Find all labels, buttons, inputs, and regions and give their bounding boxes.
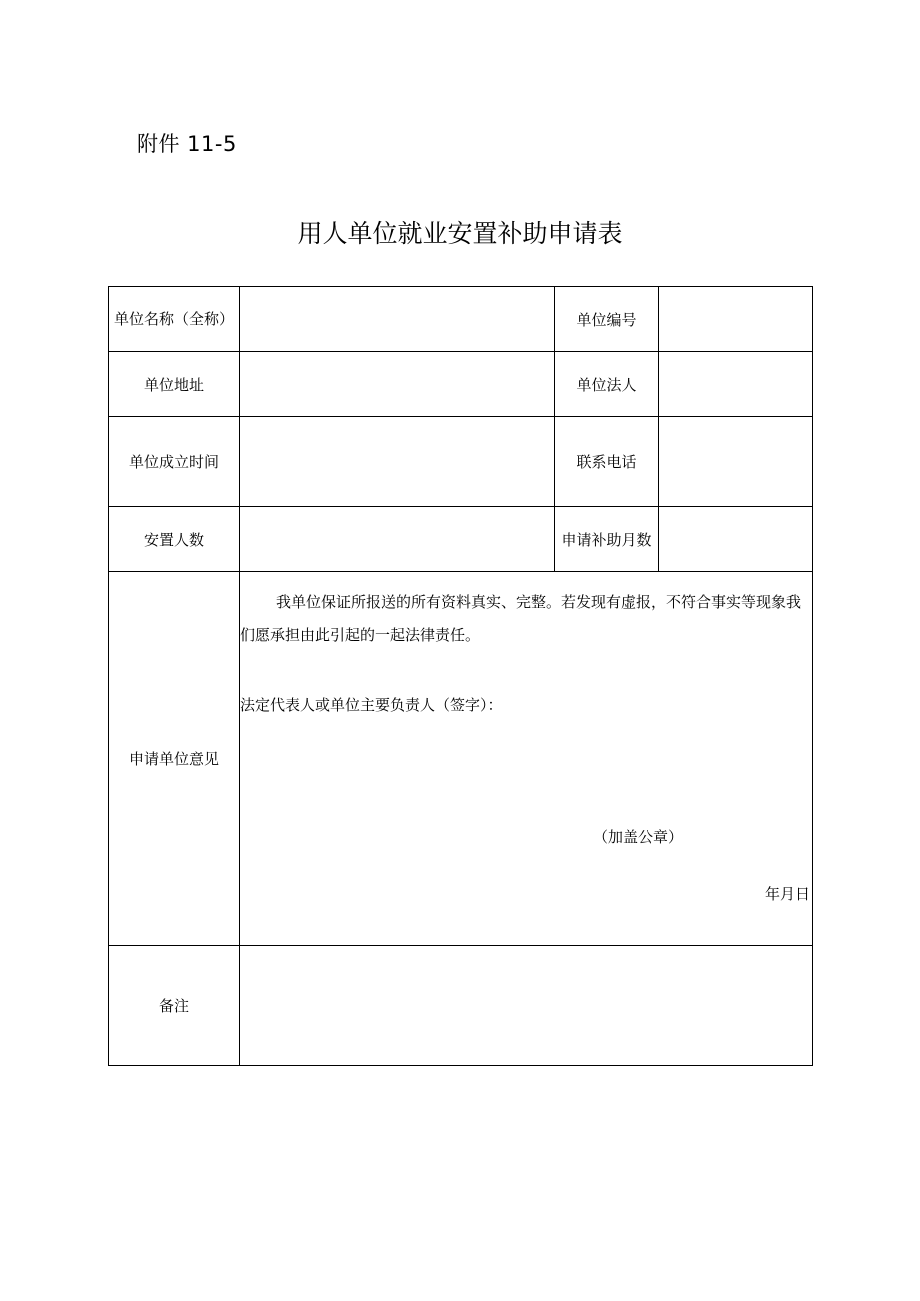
declaration-text: 我单位保证所报送的所有资料真实、完整。若发现有虚报，不符合事实等现象我们愿承担由此引起的一起法律责任。 bbox=[240, 593, 802, 644]
unit-number-field[interactable] bbox=[659, 287, 813, 352]
unit-legal-person-label: 单位法人 bbox=[555, 352, 659, 417]
form-title: 用人单位就业安置补助申请表 bbox=[297, 219, 623, 248]
unit-number-label: 单位编号 bbox=[555, 287, 659, 352]
row-opinion bbox=[109, 572, 813, 946]
application-form-table bbox=[108, 286, 813, 1066]
row-unit-established bbox=[109, 417, 813, 507]
unit-name-field[interactable] bbox=[240, 287, 555, 352]
unit-established-label: 单位成立时间 bbox=[109, 417, 240, 507]
opinion-label: 申请单位意见 bbox=[109, 572, 240, 946]
placement-count-label: 安置人数 bbox=[109, 507, 240, 572]
unit-legal-person-field[interactable] bbox=[659, 352, 813, 417]
unit-address-label: 单位地址 bbox=[109, 352, 240, 417]
placement-count-field[interactable] bbox=[240, 507, 555, 572]
date-label: 年月日 bbox=[764, 885, 810, 903]
unit-established-field[interactable] bbox=[240, 417, 555, 507]
remarks-field[interactable] bbox=[240, 946, 813, 1066]
signature-label: 法定代表人或单位主要负责人（签字）： bbox=[240, 696, 503, 714]
row-unit-name bbox=[109, 287, 813, 352]
unit-name-label: 单位名称（全称） bbox=[109, 287, 240, 352]
subsidy-months-field[interactable] bbox=[659, 507, 813, 572]
contact-phone-label: 联系电话 bbox=[555, 417, 659, 507]
subsidy-months-label: 申请补助月数 bbox=[555, 507, 659, 572]
row-unit-address bbox=[109, 352, 813, 417]
unit-address-field[interactable] bbox=[240, 352, 555, 417]
row-placement-count bbox=[109, 507, 813, 572]
row-remarks bbox=[109, 946, 813, 1066]
remarks-label: 备注 bbox=[109, 946, 240, 1066]
attachment-label: 附件 11-5 bbox=[137, 132, 237, 156]
contact-phone-field[interactable] bbox=[659, 417, 813, 507]
seal-label: （加盖公章） bbox=[593, 828, 684, 846]
opinion-content[interactable] bbox=[240, 572, 813, 946]
